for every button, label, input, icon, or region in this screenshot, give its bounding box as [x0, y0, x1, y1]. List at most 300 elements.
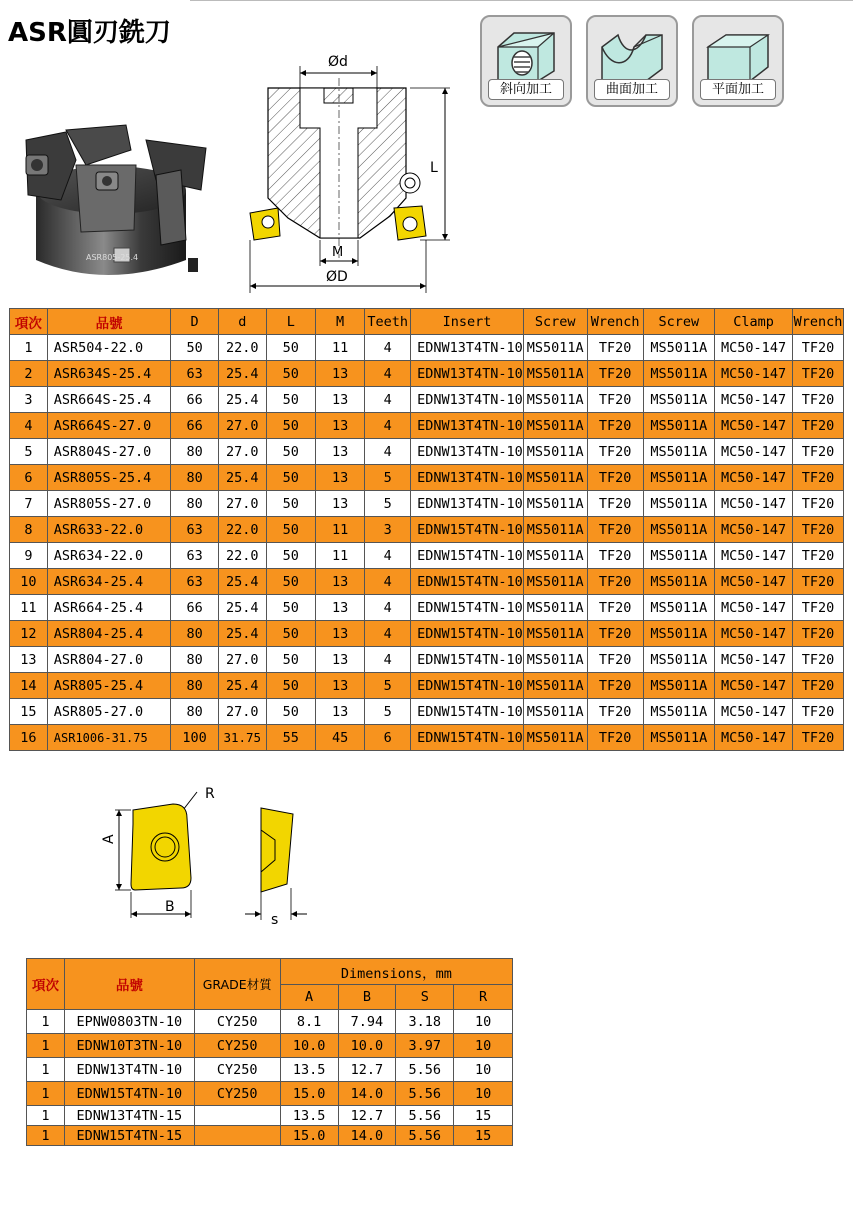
- table-cell: 11: [315, 543, 364, 569]
- insert-col-R: R: [454, 985, 513, 1010]
- table-cell: MC50-147: [715, 647, 793, 673]
- curved-surface-label: 曲面加工: [594, 79, 670, 100]
- table-cell: MS5011A: [643, 647, 715, 673]
- table-cell: 15.0: [280, 1082, 338, 1106]
- table-cell: EDNW15T4TN-10: [411, 647, 524, 673]
- insert-col-A: A: [280, 985, 338, 1010]
- table-cell: 13: [315, 647, 364, 673]
- table-cell: MS5011A: [523, 621, 587, 647]
- table-cell: TF20: [792, 491, 843, 517]
- table-cell: 4: [365, 621, 411, 647]
- table-cell: 14.0: [338, 1082, 396, 1106]
- table-row: [27, 1082, 513, 1106]
- table-cell: 1: [27, 1010, 65, 1034]
- table-cell: 10: [454, 1010, 513, 1034]
- table-cell: MS5011A: [523, 387, 587, 413]
- table-cell: MS5011A: [643, 569, 715, 595]
- cutter-marking: ASR805-25.4: [86, 253, 139, 262]
- table-cell: 4: [10, 413, 48, 439]
- table-row: [10, 439, 844, 465]
- table-cell: ASR804-27.0: [47, 647, 171, 673]
- table-cell: MS5011A: [523, 543, 587, 569]
- dim-d-label: Ød: [328, 54, 348, 70]
- table-cell: EDNW15T4TN-10: [411, 595, 524, 621]
- table-cell: MC50-147: [715, 361, 793, 387]
- table-cell: 55: [266, 725, 315, 751]
- table-cell: CY250: [194, 1082, 280, 1106]
- table-cell: 50: [266, 595, 315, 621]
- table-cell: 13: [315, 413, 364, 439]
- table-cell: TF20: [587, 361, 643, 387]
- table-cell: ASR805S-25.4: [47, 465, 171, 491]
- table-cell: EPNW0803TN-10: [64, 1010, 194, 1034]
- table-cell: 45: [315, 725, 364, 751]
- table-cell: MS5011A: [523, 413, 587, 439]
- table-cell: 63: [171, 361, 219, 387]
- table-cell: 25.4: [218, 387, 266, 413]
- table-cell: 13: [315, 673, 364, 699]
- table-cell: EDNW15T4TN-10: [411, 673, 524, 699]
- table-cell: 4: [365, 569, 411, 595]
- table-cell: ASR805S-27.0: [47, 491, 171, 517]
- curved-surface-card: [586, 15, 678, 107]
- table-row: [10, 543, 844, 569]
- table-cell: [194, 1126, 280, 1146]
- insert-R-label: R: [205, 786, 215, 802]
- top-rule: [190, 0, 853, 1]
- table-cell: 13: [315, 699, 364, 725]
- table-cell: 80: [171, 647, 219, 673]
- table-cell: 50: [266, 491, 315, 517]
- table-cell: 13: [10, 647, 48, 673]
- table-row: [10, 387, 844, 413]
- table-cell: TF20: [587, 699, 643, 725]
- table-cell: EDNW13T4TN-15: [64, 1106, 194, 1126]
- table-cell: EDNW13T4TN-10: [411, 361, 524, 387]
- table-cell: 80: [171, 699, 219, 725]
- flat-surface-icon: [704, 25, 772, 83]
- table-cell: EDNW13T4TN-10: [411, 387, 524, 413]
- table-cell: 15.0: [280, 1126, 338, 1146]
- table-cell: [194, 1106, 280, 1126]
- cutter-col-8: Screw: [523, 309, 587, 335]
- cutter-photo: [6, 120, 216, 290]
- table-cell: 13: [315, 465, 364, 491]
- insert-B-label: B: [165, 899, 175, 915]
- table-cell: TF20: [792, 647, 843, 673]
- table-row: [10, 725, 844, 751]
- table-cell: TF20: [587, 413, 643, 439]
- table-cell: 13: [315, 491, 364, 517]
- table-cell: TF20: [792, 335, 843, 361]
- table-cell: 13: [315, 595, 364, 621]
- table-cell: MS5011A: [643, 387, 715, 413]
- table-cell: CY250: [194, 1058, 280, 1082]
- table-cell: 12.7: [338, 1106, 396, 1126]
- table-cell: 15: [454, 1106, 513, 1126]
- table-cell: TF20: [587, 439, 643, 465]
- table-cell: 25.4: [218, 569, 266, 595]
- table-cell: MS5011A: [523, 595, 587, 621]
- table-cell: 5: [365, 465, 411, 491]
- table-row: [27, 1126, 513, 1146]
- table-cell: 100: [171, 725, 219, 751]
- table-cell: 15: [454, 1126, 513, 1146]
- table-cell: TF20: [587, 621, 643, 647]
- flat-surface-card: [692, 15, 784, 107]
- table-cell: EDNW15T4TN-15: [64, 1126, 194, 1146]
- table-cell: 5: [365, 491, 411, 517]
- table-cell: 50: [266, 543, 315, 569]
- insert-drawing: [95, 780, 325, 930]
- cutter-col-4: L: [266, 309, 315, 335]
- table-cell: 14.0: [338, 1126, 396, 1146]
- flat-surface-label: 平面加工: [700, 79, 776, 100]
- table-cell: 25.4: [218, 465, 266, 491]
- table-cell: TF20: [587, 647, 643, 673]
- table-cell: MS5011A: [643, 673, 715, 699]
- table-cell: MS5011A: [643, 465, 715, 491]
- insert-col-item: 項次: [27, 959, 65, 1010]
- insert-s-label: s: [271, 912, 279, 928]
- table-cell: TF20: [792, 543, 843, 569]
- insert-col-S: S: [396, 985, 454, 1010]
- table-row: [10, 569, 844, 595]
- table-cell: 50: [266, 621, 315, 647]
- table-row: [27, 1034, 513, 1058]
- table-cell: 5: [10, 439, 48, 465]
- table-cell: 66: [171, 413, 219, 439]
- cutter-col-7: Insert: [411, 309, 524, 335]
- table-row: [10, 335, 844, 361]
- table-cell: 2: [10, 361, 48, 387]
- cutter-col-12: Wrench: [792, 309, 843, 335]
- table-cell: MS5011A: [523, 569, 587, 595]
- table-cell: 5.56: [396, 1082, 454, 1106]
- insert-col-grade: GRADE材質: [194, 959, 280, 1010]
- table-cell: MS5011A: [523, 517, 587, 543]
- table-cell: 80: [171, 673, 219, 699]
- oblique-machining-icon: [492, 25, 560, 83]
- table-cell: ASR804S-27.0: [47, 439, 171, 465]
- table-cell: ASR504-22.0: [47, 335, 171, 361]
- table-cell: MS5011A: [523, 647, 587, 673]
- table-row: [10, 595, 844, 621]
- table-cell: EDNW13T4TN-10: [411, 439, 524, 465]
- dim-L-label: L: [430, 160, 438, 176]
- cutter-col-5: M: [315, 309, 364, 335]
- table-cell: TF20: [792, 517, 843, 543]
- table-cell: 3: [10, 387, 48, 413]
- table-row: [10, 465, 844, 491]
- table-cell: MC50-147: [715, 491, 793, 517]
- table-cell: 13: [315, 387, 364, 413]
- table-cell: 10: [10, 569, 48, 595]
- cutter-col-10: Screw: [643, 309, 715, 335]
- table-cell: MS5011A: [523, 361, 587, 387]
- table-cell: 22.0: [218, 543, 266, 569]
- table-cell: 9: [10, 543, 48, 569]
- cutter-spec-table: [9, 308, 844, 751]
- table-cell: 1: [27, 1126, 65, 1146]
- table-cell: 4: [365, 361, 411, 387]
- table-cell: ASR805-27.0: [47, 699, 171, 725]
- table-cell: 5.56: [396, 1106, 454, 1126]
- table-cell: TF20: [792, 361, 843, 387]
- table-cell: EDNW13T4TN-10: [411, 413, 524, 439]
- table-cell: 31.75: [218, 725, 266, 751]
- table-cell: TF20: [587, 569, 643, 595]
- table-row: [10, 673, 844, 699]
- table-cell: 50: [266, 569, 315, 595]
- table-cell: MS5011A: [523, 491, 587, 517]
- table-cell: 13.5: [280, 1106, 338, 1126]
- table-cell: CY250: [194, 1010, 280, 1034]
- table-cell: 1: [10, 335, 48, 361]
- table-cell: MS5011A: [643, 543, 715, 569]
- table-cell: 5: [365, 673, 411, 699]
- table-cell: TF20: [792, 569, 843, 595]
- table-cell: EDNW15T4TN-10: [411, 699, 524, 725]
- table-cell: TF20: [587, 387, 643, 413]
- table-row: [27, 1058, 513, 1082]
- table-cell: 10: [454, 1034, 513, 1058]
- table-row: [10, 413, 844, 439]
- table-row: [27, 1010, 513, 1034]
- table-cell: MC50-147: [715, 335, 793, 361]
- table-cell: 1: [27, 1034, 65, 1058]
- table-cell: MC50-147: [715, 439, 793, 465]
- table-cell: 50: [266, 387, 315, 413]
- table-cell: TF20: [792, 595, 843, 621]
- cutter-col-2: D: [171, 309, 219, 335]
- table-cell: 27.0: [218, 699, 266, 725]
- table-cell: EDNW15T4TN-10: [64, 1082, 194, 1106]
- dim-M-label: M: [332, 245, 344, 260]
- table-cell: TF20: [587, 543, 643, 569]
- table-cell: 25.4: [218, 361, 266, 387]
- dim-D-label: ØD: [326, 269, 348, 285]
- insert-col-part: 品號: [64, 959, 194, 1010]
- table-cell: 10: [454, 1082, 513, 1106]
- table-cell: 63: [171, 543, 219, 569]
- table-cell: MC50-147: [715, 569, 793, 595]
- table-cell: 16: [10, 725, 48, 751]
- table-cell: ASR664-25.4: [47, 595, 171, 621]
- table-cell: EDNW13T4TN-10: [411, 491, 524, 517]
- cutter-col-3: d: [218, 309, 266, 335]
- table-cell: MS5011A: [523, 725, 587, 751]
- cutter-table-header: [10, 309, 844, 335]
- table-cell: MS5011A: [643, 621, 715, 647]
- table-cell: ASR805-25.4: [47, 673, 171, 699]
- table-cell: 27.0: [218, 413, 266, 439]
- table-cell: MC50-147: [715, 465, 793, 491]
- table-cell: 50: [171, 335, 219, 361]
- table-cell: 11: [315, 517, 364, 543]
- table-cell: MS5011A: [643, 699, 715, 725]
- table-cell: MC50-147: [715, 595, 793, 621]
- table-cell: 50: [266, 439, 315, 465]
- table-cell: 4: [365, 335, 411, 361]
- table-row: [10, 647, 844, 673]
- table-cell: 5: [365, 699, 411, 725]
- table-cell: 15: [10, 699, 48, 725]
- table-cell: MC50-147: [715, 725, 793, 751]
- table-cell: EDNW15T4TN-10: [411, 543, 524, 569]
- table-cell: 12.7: [338, 1058, 396, 1082]
- table-row: [10, 699, 844, 725]
- table-cell: 13: [315, 439, 364, 465]
- table-cell: MC50-147: [715, 517, 793, 543]
- table-cell: ASR634S-25.4: [47, 361, 171, 387]
- table-cell: 13: [315, 621, 364, 647]
- table-cell: 10: [454, 1058, 513, 1082]
- table-cell: 13.5: [280, 1058, 338, 1082]
- table-cell: 27.0: [218, 491, 266, 517]
- table-cell: ASR634-22.0: [47, 543, 171, 569]
- table-cell: MS5011A: [643, 335, 715, 361]
- table-cell: 1: [27, 1106, 65, 1126]
- table-cell: 80: [171, 439, 219, 465]
- cutter-col-1: 品號: [47, 309, 171, 335]
- table-cell: MS5011A: [643, 517, 715, 543]
- table-cell: ASR634-25.4: [47, 569, 171, 595]
- table-cell: MS5011A: [523, 673, 587, 699]
- table-cell: MS5011A: [523, 465, 587, 491]
- table-cell: 80: [171, 491, 219, 517]
- table-cell: TF20: [587, 335, 643, 361]
- table-row: [27, 1106, 513, 1126]
- table-cell: EDNW15T4TN-10: [411, 621, 524, 647]
- table-cell: TF20: [792, 439, 843, 465]
- table-cell: EDNW10T3TN-10: [64, 1034, 194, 1058]
- insert-spec-table: [26, 958, 513, 1146]
- table-cell: 80: [171, 465, 219, 491]
- table-cell: TF20: [792, 699, 843, 725]
- table-cell: EDNW15T4TN-10: [411, 725, 524, 751]
- table-cell: 50: [266, 335, 315, 361]
- cutter-col-11: Clamp: [715, 309, 793, 335]
- table-cell: EDNW15T4TN-10: [411, 517, 524, 543]
- cutter-col-0: 項次: [10, 309, 48, 335]
- oblique-machining-card: [480, 15, 572, 107]
- table-cell: MC50-147: [715, 699, 793, 725]
- table-cell: 7: [10, 491, 48, 517]
- table-cell: 63: [171, 517, 219, 543]
- table-cell: 12: [10, 621, 48, 647]
- table-cell: MS5011A: [643, 725, 715, 751]
- table-row: [10, 491, 844, 517]
- table-cell: 4: [365, 543, 411, 569]
- insert-col-B: B: [338, 985, 396, 1010]
- table-cell: 66: [171, 387, 219, 413]
- table-cell: TF20: [792, 673, 843, 699]
- table-cell: TF20: [792, 725, 843, 751]
- table-cell: EDNW13T4TN-10: [411, 465, 524, 491]
- table-cell: 8: [10, 517, 48, 543]
- table-row: [10, 621, 844, 647]
- table-cell: TF20: [587, 465, 643, 491]
- table-cell: 25.4: [218, 595, 266, 621]
- table-cell: TF20: [792, 387, 843, 413]
- table-cell: 50: [266, 517, 315, 543]
- table-cell: 6: [365, 725, 411, 751]
- table-cell: 4: [365, 595, 411, 621]
- table-cell: 4: [365, 413, 411, 439]
- table-cell: 50: [266, 413, 315, 439]
- table-cell: MC50-147: [715, 673, 793, 699]
- page-title: ASR圓刃銑刀: [8, 18, 171, 48]
- table-cell: ASR664S-27.0: [47, 413, 171, 439]
- table-cell: 11: [315, 335, 364, 361]
- table-cell: 80: [171, 621, 219, 647]
- table-cell: EDNW13T4TN-10: [64, 1058, 194, 1082]
- table-cell: MC50-147: [715, 413, 793, 439]
- table-cell: 50: [266, 465, 315, 491]
- table-cell: TF20: [792, 621, 843, 647]
- table-cell: 50: [266, 361, 315, 387]
- table-cell: 4: [365, 387, 411, 413]
- table-cell: MS5011A: [523, 699, 587, 725]
- table-cell: 3.18: [396, 1010, 454, 1034]
- table-cell: 10.0: [280, 1034, 338, 1058]
- table-cell: 66: [171, 595, 219, 621]
- table-cell: MS5011A: [643, 439, 715, 465]
- table-cell: 50: [266, 647, 315, 673]
- table-cell: MS5011A: [523, 335, 587, 361]
- table-row: [10, 517, 844, 543]
- table-cell: 1: [27, 1082, 65, 1106]
- table-cell: TF20: [792, 465, 843, 491]
- table-cell: 14: [10, 673, 48, 699]
- table-cell: 10.0: [338, 1034, 396, 1058]
- table-cell: ASR1006-31.75: [47, 725, 171, 751]
- table-cell: 4: [365, 439, 411, 465]
- insert-A-label: A: [101, 834, 117, 844]
- table-cell: 22.0: [218, 335, 266, 361]
- table-cell: 25.4: [218, 673, 266, 699]
- table-cell: 7.94: [338, 1010, 396, 1034]
- table-cell: 1: [27, 1058, 65, 1082]
- table-cell: 27.0: [218, 439, 266, 465]
- table-cell: 13: [315, 361, 364, 387]
- table-cell: 3.97: [396, 1034, 454, 1058]
- table-cell: MS5011A: [643, 491, 715, 517]
- table-cell: MS5011A: [523, 439, 587, 465]
- table-cell: ASR664S-25.4: [47, 387, 171, 413]
- table-cell: TF20: [587, 517, 643, 543]
- table-cell: TF20: [587, 491, 643, 517]
- table-cell: 50: [266, 673, 315, 699]
- curved-surface-icon: [598, 25, 666, 83]
- table-cell: MS5011A: [643, 413, 715, 439]
- table-cell: ASR633-22.0: [47, 517, 171, 543]
- table-cell: EDNW15T4TN-10: [411, 569, 524, 595]
- table-cell: 8.1: [280, 1010, 338, 1034]
- table-cell: TF20: [587, 673, 643, 699]
- table-row: [10, 361, 844, 387]
- table-cell: MS5011A: [643, 595, 715, 621]
- table-cell: TF20: [587, 725, 643, 751]
- cutter-col-6: Teeth: [365, 309, 411, 335]
- table-cell: 25.4: [218, 621, 266, 647]
- table-cell: ASR804-25.4: [47, 621, 171, 647]
- oblique-machining-label: 斜向加工: [488, 79, 564, 100]
- table-cell: 5.56: [396, 1126, 454, 1146]
- table-cell: 4: [365, 647, 411, 673]
- table-cell: 50: [266, 699, 315, 725]
